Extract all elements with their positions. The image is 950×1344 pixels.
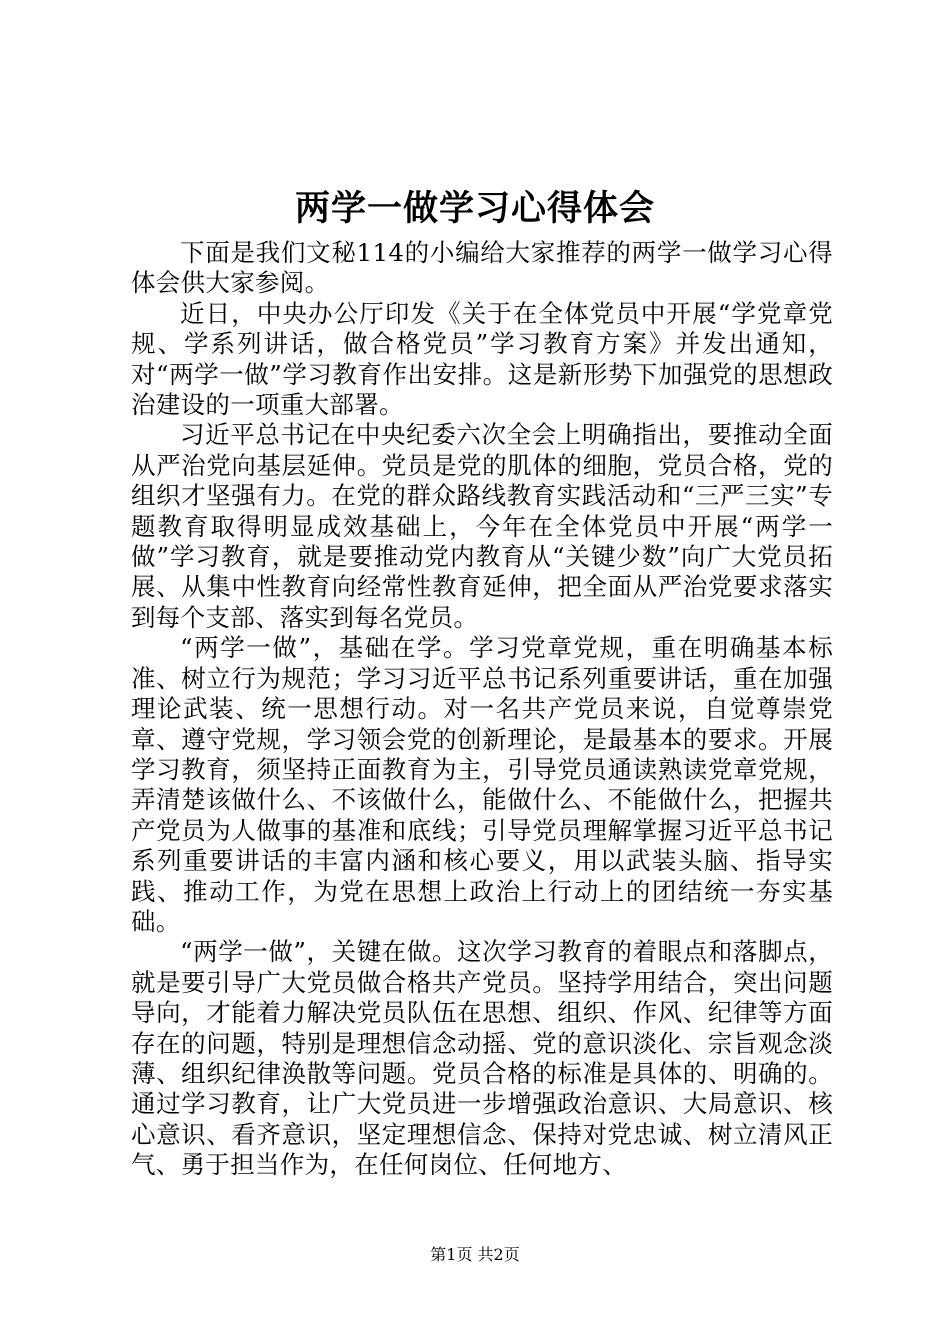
page-number-footer: 第1页 共2页 <box>430 1245 520 1264</box>
document-title: 两学一做学习心得体会 <box>294 188 655 229</box>
paragraph-study-basis: “两学一做”，基础在学。学习党章党规，重在明确基本标准、树立行为规范；学习习近平总书记系列重要讲话，重在加强理论武装、统一思想行动。对一名共产党员来说，自觉尊崇党章、遵守党规，学习领会党的创新理论，是最基本的要求。开展学习教育，须坚持正面教育为主，引导党员通读熟读党章党规，弄清楚该做什么、不该做什么，能做什么、不能做什么，把握共产党员为人做事的基准和底线；引导党员理解掌握习近平总书记系列重要讲话的丰富内涵和核心要义，用以武装头脑、指导实践、推动工作，为党在思想上政治上行动上的团结统一夯实基础。 <box>131 633 833 936</box>
document-body <box>131 238 833 1181</box>
paragraph-notice: 近日，中央办公厅印发《关于在全体党员中开展“学党章党规、学系列讲话，做合格党员”学习教育方案》并发出通知，对“两学一做”学习教育作出安排。这是新形势下加强党的思想政治建设的一项重大部署。 <box>131 298 833 420</box>
paragraph-key-in-doing: “两学一做”，关键在做。这次学习教育的着眼点和落脚点，就是要引导广大党员做合格共产党员。坚持学用结合，突出问题导向，才能着力解决党员队伍在思想、组织、作风、纪律等方面存在的问题，特别是理想信念动摇、党的意识淡化、宗旨观念淡薄、组织纪律涣散等问题。党员合格的标准是具体的、明确的。通过学习教育，让广大党员进一步增强政治意识、大局意识、核心意识、看齐意识，坚定理想信念、保持对党忠诚、树立清风正气、勇于担当作为，在任何岗位、任何地方、 <box>131 937 833 1180</box>
paragraph-intro: 下面是我们文秘114的小编给大家推荐的两学一做学习心得体会供大家参阅。 <box>131 238 833 298</box>
paragraph-xi-speech: 习近平总书记在中央纪委六次全会上明确指出，要推动全面从严治党向基层延伸。党员是党的肌体的细胞，党员合格，党的组织才坚强有力。在党的群众路线教育实践活动和“三严三实”专题教育取得明显成效基础上，今年在全体党员中开展“两学一做”学习教育，就是要推动党内教育从“关键少数”向广大党员拓展、从集中性教育向经常性教育延伸，把全面从严治党要求落实到每个支部、落实到每名党员。 <box>131 420 833 632</box>
